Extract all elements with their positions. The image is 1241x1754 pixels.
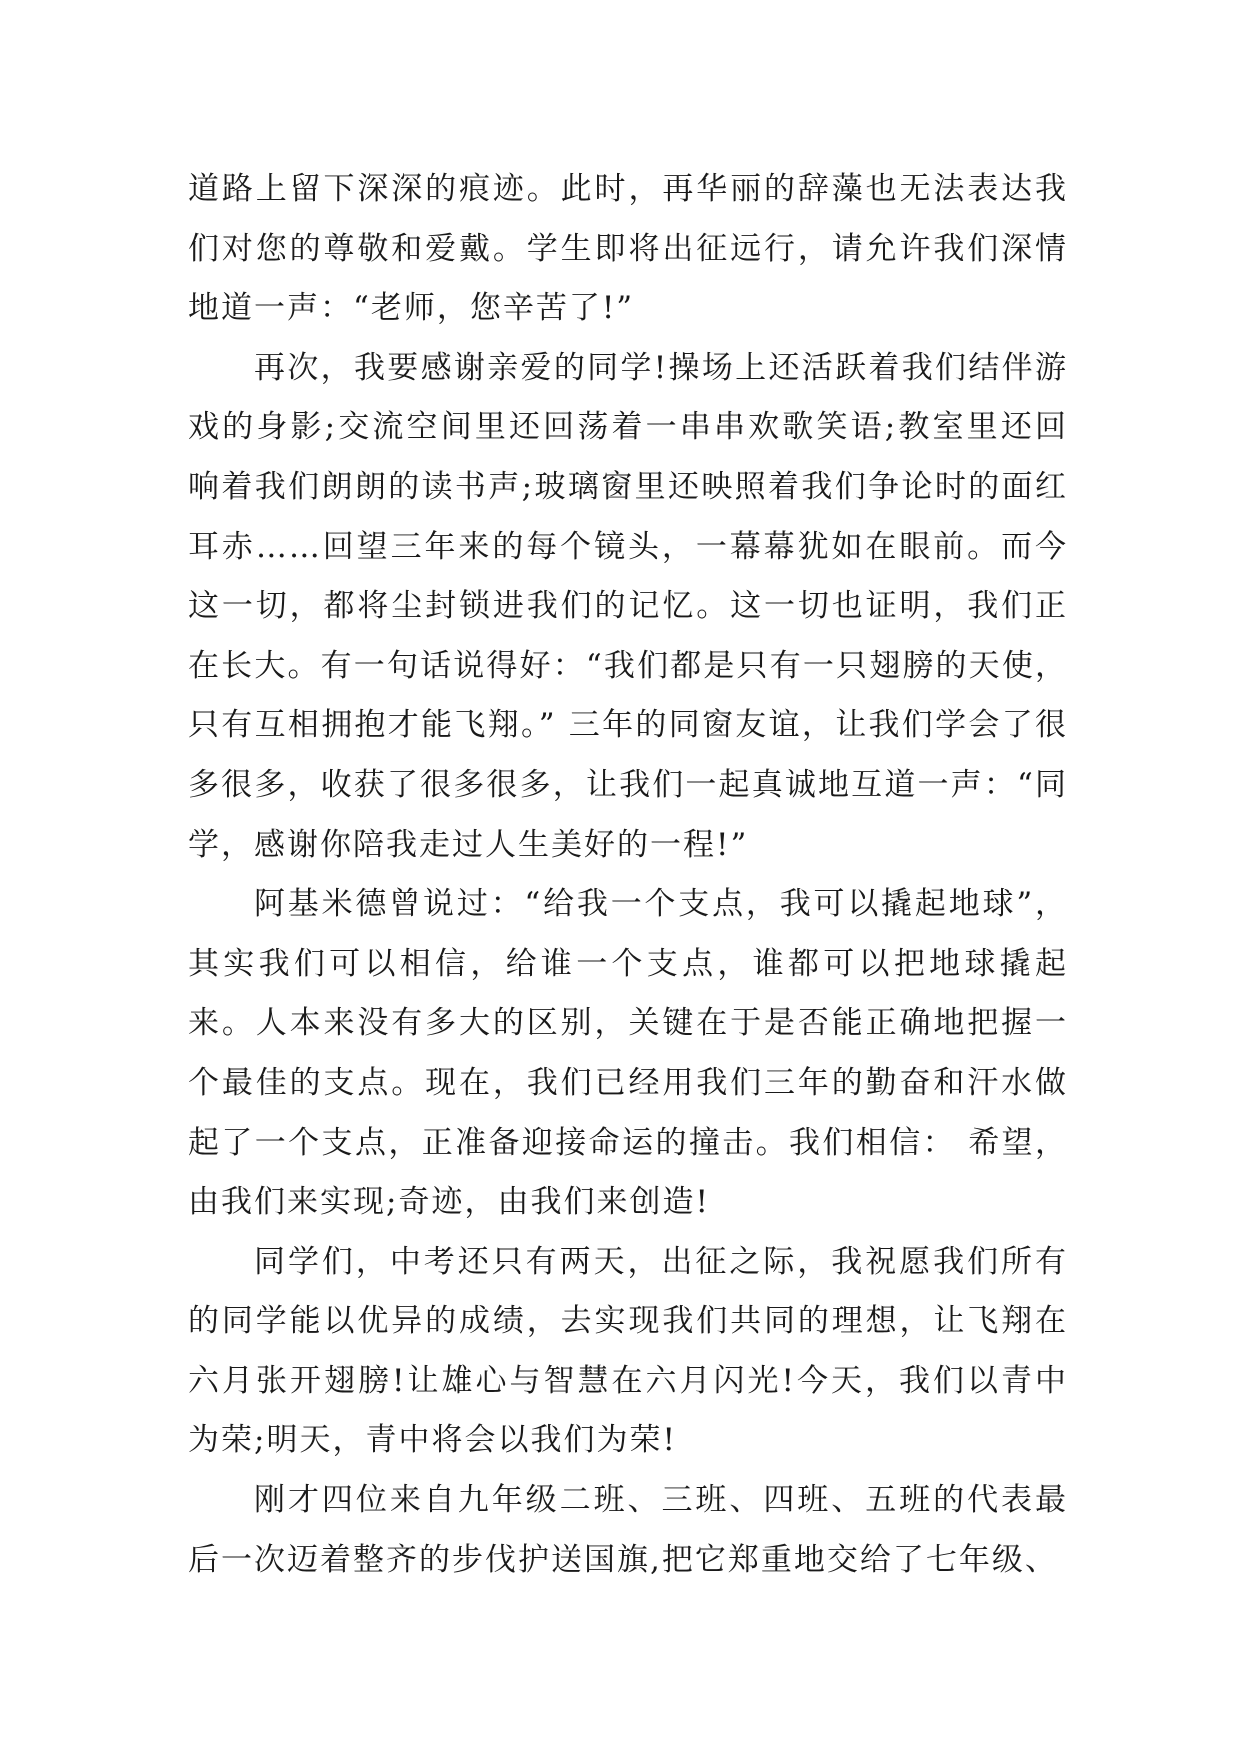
document-body xyxy=(188,160,1068,1590)
paragraph-flag-handover: 刚才四位来自九年级二班、三班、四班、五班的代表最后一次迈着整齐的步伐护送国旗,把它郑重地交给了七年级、 xyxy=(188,1482,1068,1578)
paragraph-continuation: 道路上留下深深的痕迹。此时，再华丽的辞藻也无法表达我们对您的尊敬和爱戴。学生即将出征远行，请允许我们深情地道一声：“老师，您辛苦了!” xyxy=(188,171,1068,327)
paragraph-archimedes: 阿基米德曾说过：“给我一个支点，我可以撬起地球”，其实我们可以相信，给谁一个支点，谁都可以把地球撬起来。人本来没有多大的区别，关键在于是否能正确地把握一个最佳的支点。现在，我们已经用我们三年的勤奋和汗水做起了一个支点，正准备迎接命运的撞击。我们相信： 希望，由我们来实现;奇迹，由我们来创造! xyxy=(188,886,1068,1221)
paragraph-thank-classmates: 再次，我要感谢亲爱的同学!操场上还活跃着我们结伴游戏的身影;交流空间里还回荡着一串串欢歌笑语;教室里还回响着我们朗朗的读书声;玻璃窗里还映照着我们争论时的面红耳赤……回望三年来的每个镜头，一幕幕犹如在眼前。而今这一切，都将尘封锁进我们的记忆。这一切也证明，我们正在长大。有一句话说得好：“我们都是只有一只翅膀的天使，只有互相拥抱才能飞翔。” 三年的同窗友谊，让我们学会了很多很多，收获了很多很多，让我们一起真诚地互道一声：“同学，感谢你陪我走过人生美好的一程!” xyxy=(188,349,1068,863)
paragraph-exam-wishes: 同学们，中考还只有两天，出征之际，我祝愿我们所有的同学能以优异的成绩，去实现我们共同的理想，让飞翔在六月张开翅膀!让雄心与智慧在六月闪光!今天，我们以青中为荣;明天，青中将会以我们为荣! xyxy=(188,1243,1068,1459)
